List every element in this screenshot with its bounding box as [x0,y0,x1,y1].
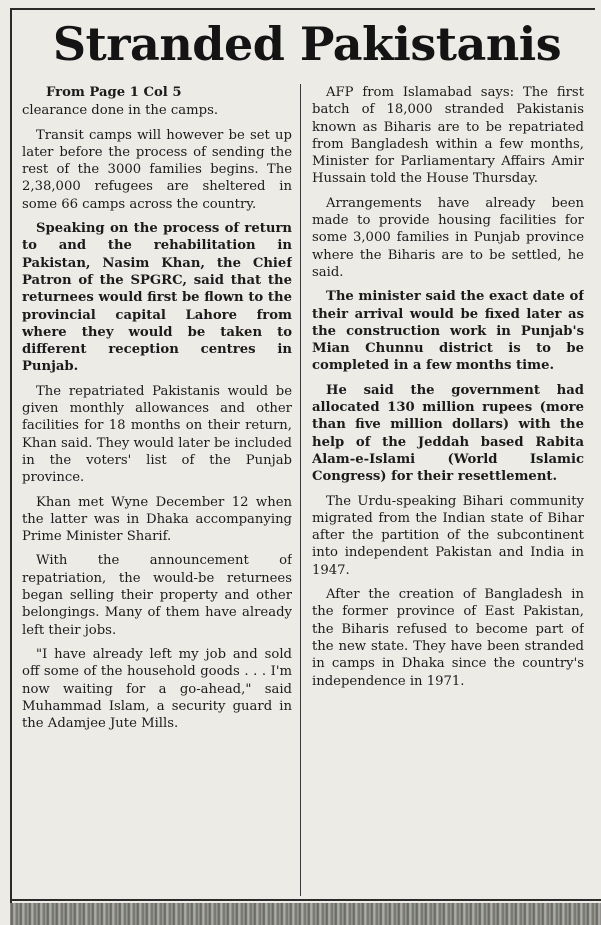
paragraph: He said the government had allocated 130 million rupees (more than five million dollars) with the help of the Jeddah based Rabita Alam-e-Islami (World Islamic Congress) for their resettlement. [312,382,584,485]
bottom-border-rule [10,899,601,901]
left-column [22,84,292,900]
paragraph: Transit camps will however be set up later before the process of sending the rest of the 3000 families begins. The 2,38,000 refugees are sheltered in some 66 camps across the country. [22,127,292,212]
left-border-rule [10,8,12,908]
paragraph: "I have already left my job and sold off some of the household goods . . . I'm now waiting for a go-ahead," said Muhammad Islam, a security guard in the Adamjee Jute Mills. [22,646,292,732]
paragraph: AFP from Islamabad says: The first batch of 18,000 stranded Pakistanis known as Biharis are to be repatriated from Bangladesh within a few months, Minister for Parliamentary Affairs Amir Hussain told the House Thursday. [312,85,584,187]
dateline: From Page 1 Col 5 [46,85,182,100]
paragraph: Speaking on the process of return to and the rehabilitation in Pakistan, Nasim Khan, the Chief Patron of the SPGRC, said that the returnees would first be flown to the provincial capital Lahore from where they would be taken to different reception centres in Punjab. [22,221,292,375]
paragraph: Arrangements have already been made to provide housing facilities for some 3,000 families in Punjab province where the Biharis are to be settled, he said. [312,195,584,280]
adjacent-clipping-edge [10,903,601,925]
paragraph: clearance done in the camps. [22,103,219,119]
headline: Stranded Pakistanis [52,17,562,71]
paragraph: The Urdu-speaking Bihari community migrated from the Indian state of Bihar after the partition of the subcontinent into independent Pakistan and India in 1947. [312,493,584,578]
right-column [312,84,584,900]
paragraph: With the announcement of repatriation, the would-be returnees began selling their property and other belongings. Many of them have already left their jobs. [22,553,292,638]
paragraph: The minister said the exact date of their arrival would be fixed later as the construction work in Punjab's Mian Chunnu district is to be completed in a few months time. [312,289,584,374]
paragraph: After the creation of Bangladesh in the former province of East Pakistan, the Biharis refused to become part of the new state. They have been stranded in camps in Dhaka since the country's independence in 1971. [312,587,584,689]
top-border-rule [10,8,595,10]
paragraph: Khan met Wyne December 12 when the latter was in Dhaka accompanying Prime Minister Sharif. [22,494,292,545]
column-divider [300,84,301,896]
paragraph: The repatriated Pakistanis would be given monthly allowances and other facilities for 18 months on their return, Khan said. They would later be included in the voters' list of the Punjab province. [22,383,292,486]
